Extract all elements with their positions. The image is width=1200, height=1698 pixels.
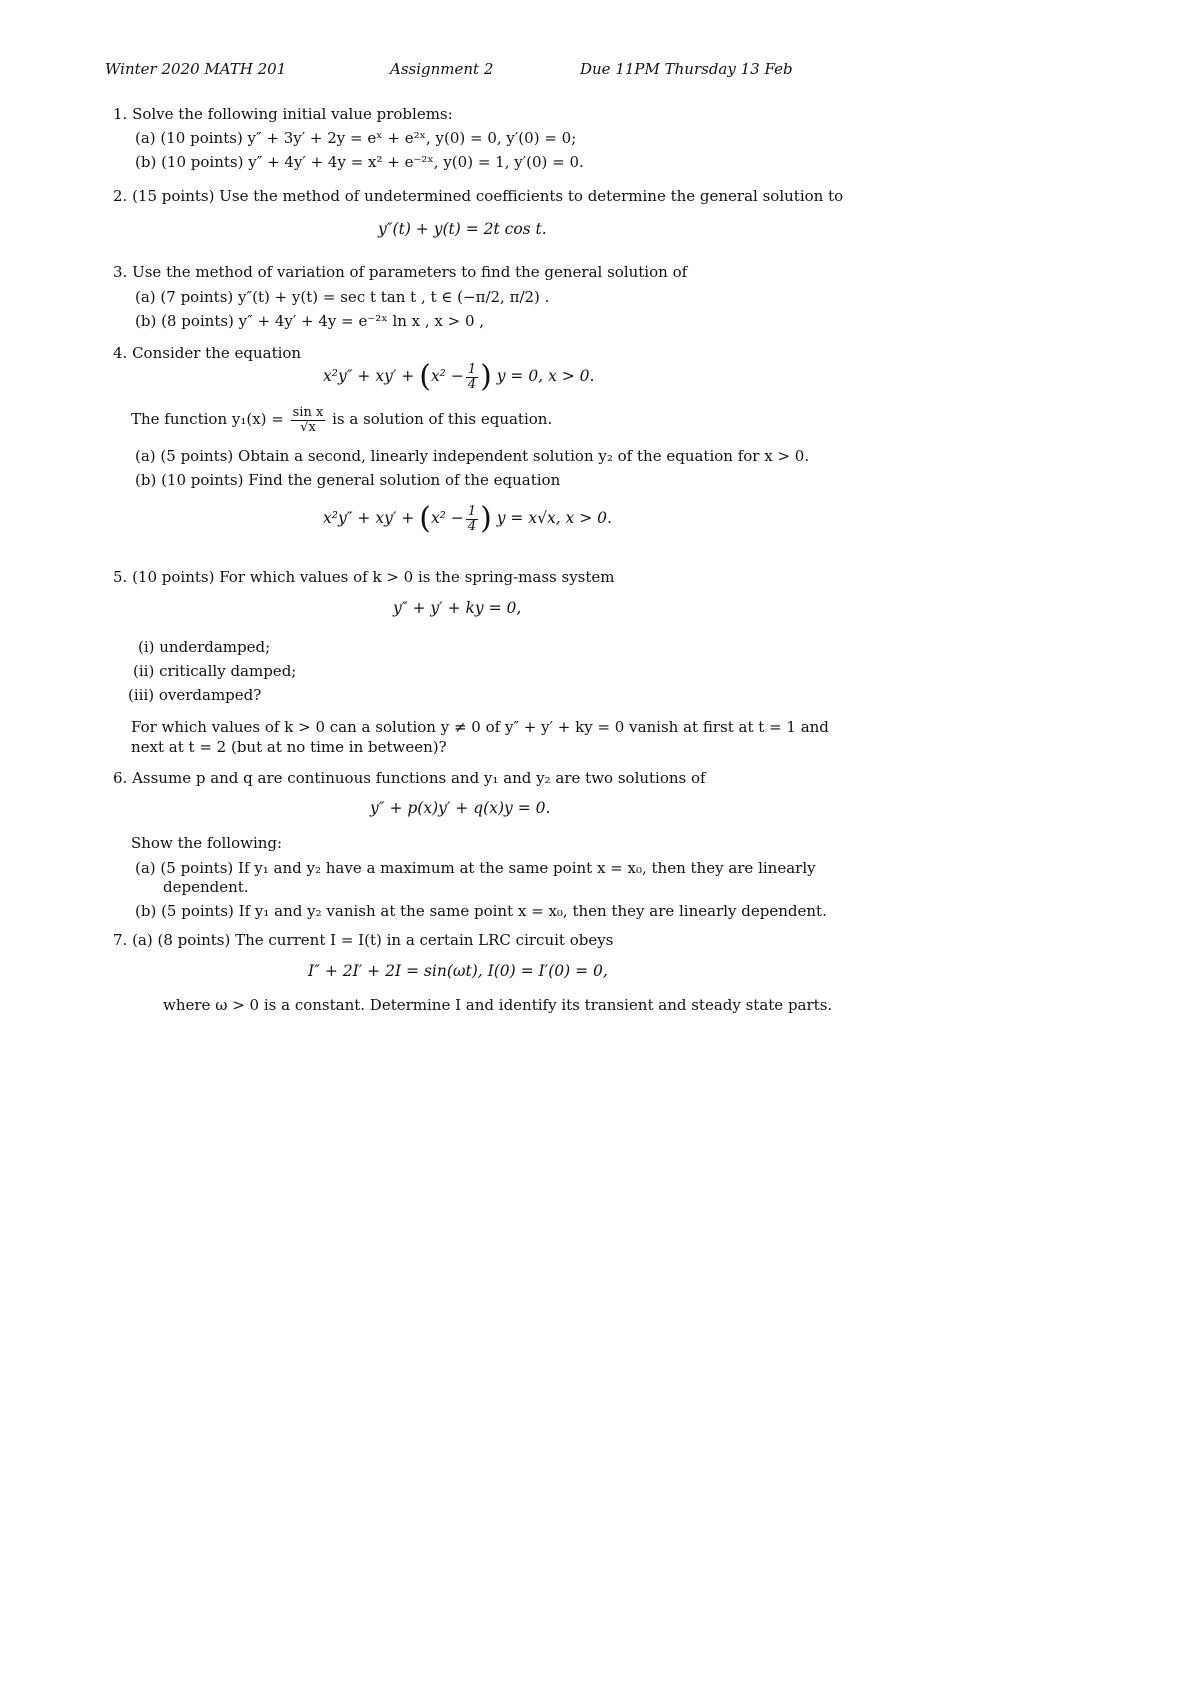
- q4-eq1-inner: x² −: [430, 367, 464, 385]
- q6-part-b: (b) (5 points) If y₁ and y₂ vanish at the same point x = x₀, then they are linearly dependent.: [135, 902, 827, 920]
- q6-show: Show the following:: [131, 834, 283, 852]
- q2-equation: y″(t) + y(t) = 2t cos t.: [378, 220, 547, 238]
- course-name: Winter 2020 MATH 201: [105, 60, 287, 78]
- q7-followup: where ω > 0 is a constant. Determine I and identify its transient and steady state parts.: [163, 996, 833, 1014]
- sinx-over-sqrtx: $\frac{\text{sin x}}{√x}$: [292, 404, 324, 435]
- q7-stem: 7. (a) (8 points) The current I = I(t) in a certain LRC circuit obeys: [113, 931, 614, 949]
- q4-func-post: is a solution of this equation.: [332, 410, 553, 428]
- q4-part-a: (a) (5 points) Obtain a second, linearly independent solution y₂ of the equation for x > 0.: [135, 447, 810, 465]
- q6-equation: y″ + p(x)y′ + q(x)y = 0.: [370, 799, 551, 817]
- q4-equation-1: x²y″ + xy′ + (x² − $\frac{1}{4}$ ) y = 0, x > 0.: [323, 359, 595, 394]
- quarter-fraction-2: $\frac{1}{4}$: [467, 503, 477, 534]
- q4-eq2-inner: x² −: [430, 509, 464, 527]
- q5-followup-1: For which values of k > 0 can a solution y ≠ 0 of y″ + y′ + ky = 0 vanish at first at t = 1 and: [131, 718, 829, 736]
- q6-part-a-line2: dependent.: [163, 878, 249, 896]
- q5-item-ii: (ii) critically damped;: [133, 662, 297, 680]
- q4-function-line: [131, 404, 552, 435]
- q5-stem: 5. (10 points) For which values of k > 0 is the spring-mass system: [113, 568, 615, 586]
- q2-stem: 2. (15 points) Use the method of undetermined coefficients to determine the general solution to: [113, 187, 844, 205]
- q5-equation: y″ + y′ + ky = 0,: [393, 599, 522, 617]
- assignment-title: Assignment 2: [390, 60, 494, 78]
- q5-item-iii: (iii) overdamped?: [128, 686, 262, 704]
- q4-func-pre: The function y₁(x) =: [131, 410, 284, 428]
- due-date: Due 11PM Thursday 13 Feb: [580, 60, 793, 78]
- q5-item-i: (i) underdamped;: [138, 638, 271, 656]
- q4-eq2-right: y = x√x, x > 0.: [496, 509, 612, 527]
- q3-stem: 3. Use the method of variation of parameters to find the general solution of: [113, 263, 688, 281]
- q7-equation: I″ + 2I′ + 2I = sin(ωt), I(0) = I′(0) = 0,: [308, 962, 608, 980]
- page-header: [105, 60, 793, 86]
- q4-equation-2: x²y″ + xy′ + (x² − $\frac{1}{4}$ ) y = x√x, x > 0.: [323, 501, 612, 536]
- q3-part-a: (a) (7 points) y″(t) + y(t) = sec t tan t , t ∈ (−π/2, π/2) .: [135, 288, 550, 306]
- q1-stem: 1. Solve the following initial value problems:: [113, 105, 453, 123]
- q5-followup-2: next at t = 2 (but at no time in between)?: [131, 738, 447, 756]
- quarter-fraction: $\frac{1}{4}$: [467, 361, 477, 392]
- q6-part-a-line1: (a) (5 points) If y₁ and y₂ have a maximum at the same point x = x₀, then they are linearly: [135, 859, 816, 877]
- q4-eq1-left: x²y″ + xy′ +: [323, 367, 415, 385]
- q4-stem: 4. Consider the equation: [113, 344, 302, 362]
- q4-part-b: (b) (10 points) Find the general solution of the equation: [135, 471, 561, 489]
- q1-part-a: (a) (10 points) y″ + 3y′ + 2y = eˣ + e²ˣ, y(0) = 0, y′(0) = 0;: [135, 129, 577, 147]
- q4-eq2-left: x²y″ + xy′ +: [323, 509, 415, 527]
- q6-stem: 6. Assume p and q are continuous functions and y₁ and y₂ are two solutions of: [113, 769, 706, 787]
- q4-eq1-right: y = 0, x > 0.: [496, 367, 595, 385]
- q1-part-b: (b) (10 points) y″ + 4y′ + 4y = x² + e⁻²ˣ, y(0) = 1, y′(0) = 0.: [135, 153, 584, 171]
- q3-part-b: (b) (8 points) y″ + 4y′ + 4y = e⁻²ˣ ln x , x > 0 ,: [135, 312, 485, 330]
